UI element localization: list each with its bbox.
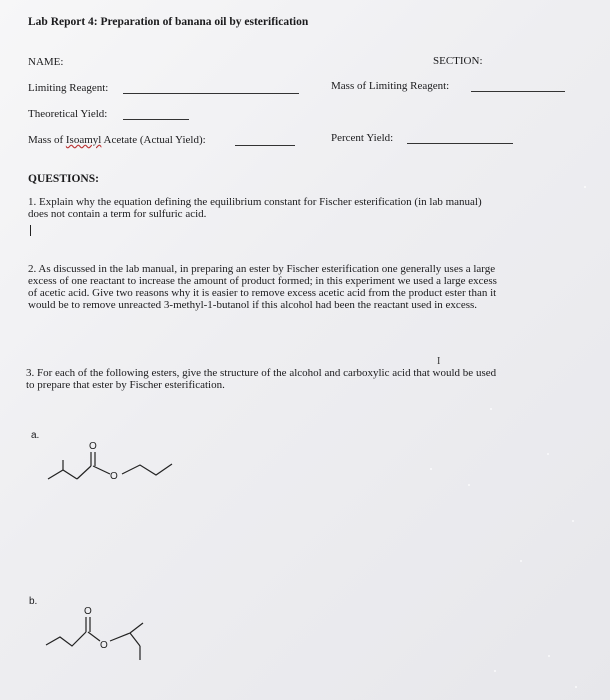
name-label: NAME: (28, 56, 64, 68)
paper-speck (520, 560, 522, 562)
mass-suffix: Acetate (Actual Yield): (103, 134, 206, 146)
page-title: Lab Report 4: Preparation of banana oil by esterification (28, 16, 309, 28)
carbonyl-oxygen-a: O (89, 441, 97, 452)
paper-speck (548, 655, 550, 657)
questions-header: QUESTIONS: (28, 173, 99, 185)
paper-speck (547, 453, 549, 455)
paper-speck (584, 186, 586, 188)
question-3-line: 3. For each of the following esters, give the structure of the alcohol and carboxylic acid that would be used (26, 367, 497, 379)
paper-speck (430, 468, 432, 470)
section-label: SECTION: (433, 55, 483, 67)
question-3-line: to prepare that ester by Fischer esterification. (26, 379, 225, 391)
ibeam-cursor-icon: I (437, 356, 441, 367)
question-2-line: excess of one reactant to increase the amount of product formed; in this experiment we used a large excess (28, 275, 497, 287)
question-1-line: 1. Explain why the equation defining the equilibrium constant for Fischer esterification (in lab manual) (28, 196, 482, 208)
structure-a-label: a. (31, 430, 40, 441)
mass-prefix: Mass of (28, 134, 64, 146)
ester-oxygen-b: O (100, 640, 108, 651)
theoretical-yield-label: Theoretical Yield: (28, 108, 108, 120)
limiting-reagent-label: Limiting Reagent: (28, 82, 109, 94)
percent-yield-label: Percent Yield: (331, 132, 394, 144)
structure-b-label: b. (29, 596, 38, 607)
question-2-line: would be to remove unreacted 3-methyl-1-butanol if this alcohol had been the reactant used in excess. (28, 299, 478, 311)
question-2-line: of acetic acid. Give two reasons why it is easier to remove excess acetic acid from the product ester than it (28, 287, 497, 299)
paper-speck (572, 520, 574, 522)
question-1-line: does not contain a term for sulfuric acid. (28, 208, 207, 220)
carbonyl-oxygen-b: O (84, 606, 92, 617)
paper-speck (575, 686, 577, 688)
isoamyl-word: Isoamyl (65, 134, 102, 146)
ester-oxygen-a: O (110, 471, 118, 482)
mass-limiting-reagent-label: Mass of Limiting Reagent: (331, 80, 450, 92)
paper-speck (494, 670, 496, 672)
paper-speck (468, 484, 470, 486)
paper-speck (490, 408, 492, 410)
question-2-line: 2. As discussed in the lab manual, in preparing an ester by Fischer esterification one generally uses a large (28, 263, 496, 275)
